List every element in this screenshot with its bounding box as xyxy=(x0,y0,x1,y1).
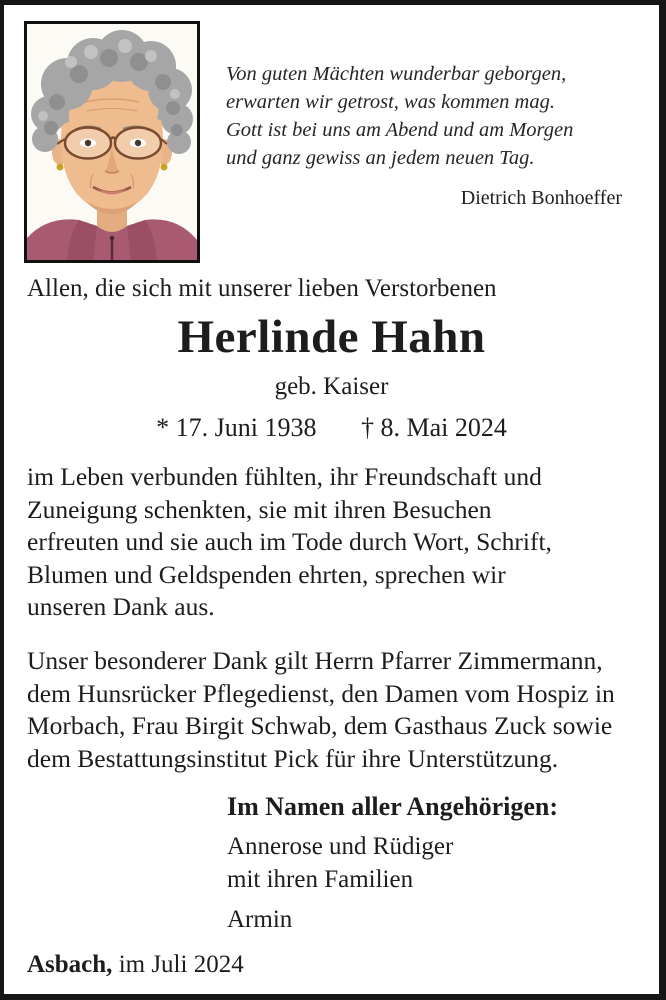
quote-line: erwarten wir getrost, was kommen mag. xyxy=(226,91,555,113)
death-date: † 8. Mai 2024 xyxy=(360,413,507,442)
signature-heading: Im Namen aller Angehörigen: xyxy=(227,792,558,821)
portrait-illustration xyxy=(27,24,197,260)
intro-line: Allen, die sich mit unserer lieben Verstorbenen xyxy=(27,275,497,302)
quote-line: Von guten Mächten wunderbar geborgen, xyxy=(226,63,567,85)
quote-block xyxy=(226,60,622,212)
paragraph-line: erfreuten und sie auch im Tode durch Wort, Schrift, xyxy=(27,527,552,556)
signature-name-line: Annerose und Rüdiger xyxy=(227,833,454,860)
paragraph-line: Morbach, Frau Birgit Schwab, dem Gasthaus Zuck sowie xyxy=(27,711,613,740)
footer-date: im Juli 2024 xyxy=(112,951,244,978)
quote-line: und ganz gewiss an jedem neuen Tag. xyxy=(226,147,535,169)
footer-line xyxy=(27,951,627,979)
signature-block xyxy=(227,790,647,936)
birth-date: * 17. Juni 1938 xyxy=(156,413,317,442)
footer-place: Asbach, xyxy=(27,951,113,978)
quote-attribution: Dietrich Bonhoeffer xyxy=(460,187,622,209)
dates-line xyxy=(4,413,659,443)
paragraph-line: Blumen und Geldspenden ehrten, sprechen wir xyxy=(27,559,506,589)
quote-line: Gott ist bei uns am Abend und am Morgen xyxy=(226,119,574,141)
deceased-name: Herlinde Hahn xyxy=(177,311,486,363)
portrait-frame xyxy=(24,21,200,263)
signature-name-line: Armin xyxy=(227,906,293,933)
paragraph-line: unseren Dank aus. xyxy=(27,592,215,621)
special-thanks-paragraph xyxy=(27,645,642,775)
paragraph-line: Unser besonderer Dank gilt Herrn Pfarrer Zimmermann, xyxy=(27,646,603,675)
paragraph-line: Zuneigung schenkten, sie mit ihren Besuchen xyxy=(27,494,492,524)
paragraph-line: dem Hunsrücker Pflegedienst, den Damen vom Hospiz in xyxy=(27,678,615,708)
thanks-paragraph xyxy=(27,461,642,624)
birth-name: geb. Kaiser xyxy=(274,373,389,400)
signature-name-line: mit ihren Familien xyxy=(227,866,414,893)
paragraph-line: im Leben verbunden fühlten, ihr Freundschaft und xyxy=(27,462,542,491)
paragraph-line: dem Bestattungsinstitut Pick für ihre Unterstützung. xyxy=(27,743,559,773)
